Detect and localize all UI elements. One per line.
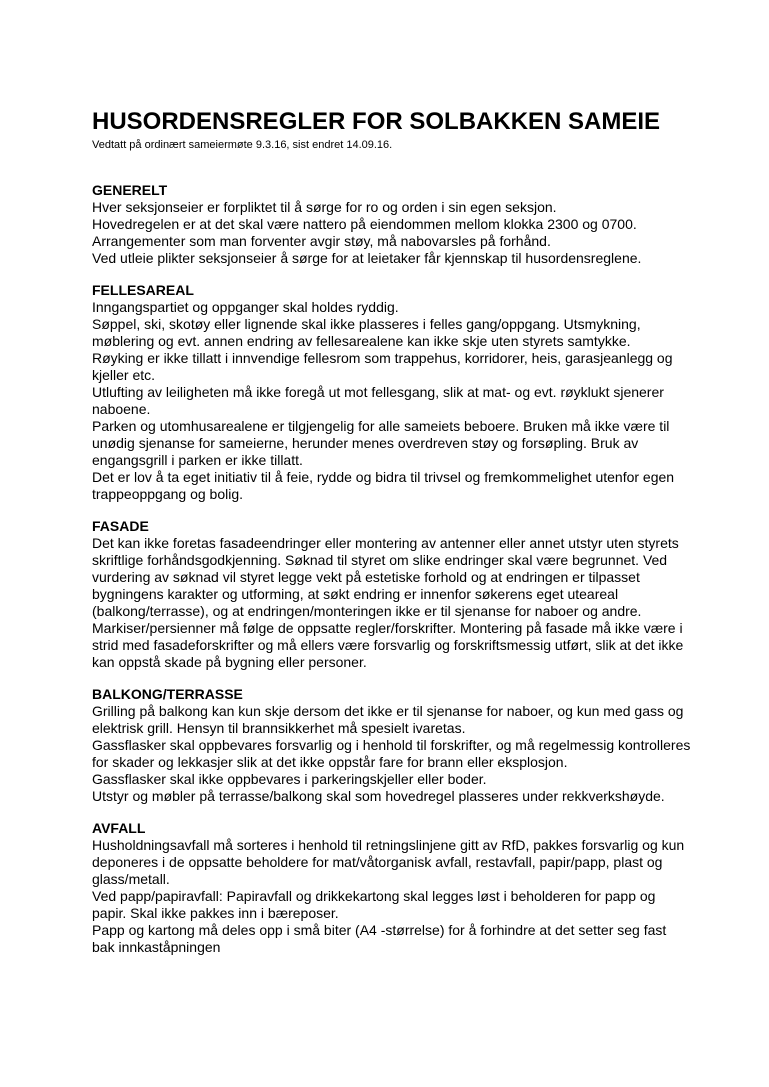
paragraph: Søppel, ski, skotøy eller lignende skal ikke plasseres i felles gang/oppgang. Utsmykning, møblering og evt. annen endring av fellesarealene kan ikke skje uten styrets samtykke. xyxy=(92,316,641,349)
paragraph: Det kan ikke foretas fasadeendringer eller montering av antenner eller annet utstyr uten styrets skriftlige forhåndsgodkjenning. Søknad til styret om slike endringer skal være begrunnet. Ved vurdering av søknad vil styret legge vekt på estetiske forhold og at endringen er tilpasset bygningens karakter og utforming, at søkt endring er innenfor søkerens eget uteareal (balkong/terrasse), og at endringen/monteringen ikke er til sjenanse for naboer og andre. xyxy=(92,535,679,619)
section-heading: FELLESAREAL xyxy=(92,282,194,298)
section-generelt xyxy=(92,182,692,267)
section-heading: AVFALL xyxy=(92,820,146,836)
paragraph: Gassflasker skal ikke oppbevares i parkeringskjeller eller boder. xyxy=(92,771,487,787)
paragraph: Grilling på balkong kan kun skje dersom det ikke er til sjenanse for naboer, og kun med gass og elektrisk grill. Hensyn til brannsikkerhet må spesielt ivaretas. xyxy=(92,703,684,736)
paragraph: Utlufting av leiligheten må ikke foregå ut mot fellesgang, slik at mat- og evt. røykluk​t sjenerer naboene. xyxy=(92,384,664,417)
paragraph: Røyking er ikke tillatt i innvendige fellesrom som trappehus, korridorer, heis, garasjeanlegg og kjeller etc. xyxy=(92,350,673,383)
paragraph: Ved papp/papiravfall: Papiravfall og drikkekartong skal legges løst i beholderen for papp og papir. Skal ikke pakkes inn i bæreposer. xyxy=(92,888,656,921)
paragraph: Husholdningsavfall må sorteres i henhold til retningslinjene gitt av RfD, pakkes forsvarlig og kun deponeres i de oppsatte beholdere for mat/våtorganisk avfall, restavfall, papir/papp, plast og glass/metall. xyxy=(92,837,685,887)
section-fellesareal xyxy=(92,282,692,503)
section-heading: GENERELT xyxy=(92,182,168,198)
paragraph: Det er lov å ta eget initiativ til å feie, rydde og bidra til trivsel og fremkommelighet utenfor egen trappeoppgang og bolig. xyxy=(92,469,675,502)
section-heading: FASADE xyxy=(92,518,149,534)
paragraph: Arrangementer som man forventer avgir støy, må nabovarsles på forhånd. xyxy=(92,233,551,249)
document-page xyxy=(92,108,692,956)
paragraph: Hver seksjonseier er forpliktet til å sørge for ro og orden i sin egen seksjon. xyxy=(92,199,557,215)
paragraph: Inngangspartiet og oppganger skal holdes ryddig. xyxy=(92,299,399,315)
paragraph: Markiser/persienner må følge de oppsatte regler/forskrifter. Montering på fasade må ikke være i strid med fasadeforskrifter og må ellers være forsvarlig og forskriftsmessig utført, slik at det ikke kan oppstå skade på bygning eller personer. xyxy=(92,620,684,670)
paragraph: Ved utleie plikter seksjonseier å sørge for at leietaker får kjennskap til husordensreglene. xyxy=(92,250,642,266)
paragraph: Utstyr og møbler på terrasse/balkong skal som hovedregel plasseres under rekkverkshøyde. xyxy=(92,788,665,804)
paragraph: Hovedregelen er at det skal være nattero på eiendommen mellom klokka 2300 og 0700. xyxy=(92,216,637,232)
document-title: HUSORDENSREGLER FOR SOLBAKKEN SAMEIE xyxy=(92,108,661,135)
paragraph: Gassflasker skal oppbevares forsvarlig og i henhold til forskrifter, og må regelmessig kontrolleres for skader og lekkasjer slik at det ikke oppstår fare for brann eller eksplosjon. xyxy=(92,737,691,770)
section-heading: BALKONG/TERRASSE xyxy=(92,686,243,702)
section-fasade xyxy=(92,518,692,671)
paragraph: Parken og utomhusarealene er tilgjengelig for alle sameiets beboere. Bruken må ikke være til unødig sjenanse for sameierne, herunder menes overdreven støy og forsøpling. Bruk av engangsgrill i parken er ikke tillatt. xyxy=(92,418,670,468)
section-balkong-terrasse xyxy=(92,686,692,805)
section-avfall xyxy=(92,820,692,956)
document-subtitle: Vedtatt på ordinært sameiermøte 9.3.16, sist endret 14.09.16. xyxy=(92,139,393,151)
paragraph: Papp og kartong må deles opp i små biter (A4 -størrelse) for å forhindre at det setter seg fast bak innkaståpningen xyxy=(92,922,667,955)
